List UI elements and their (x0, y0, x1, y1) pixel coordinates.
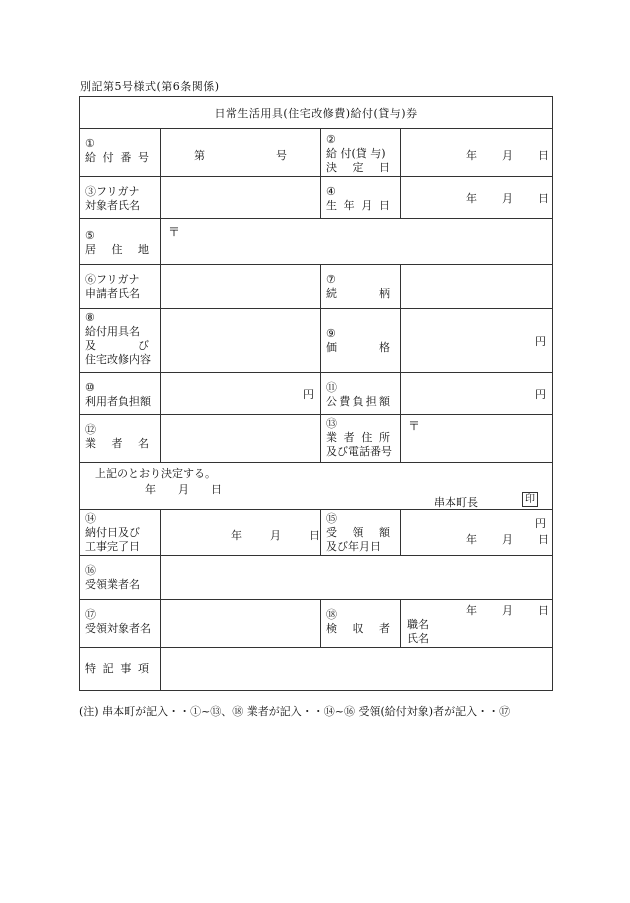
field-equipment-name[interactable] (161, 309, 321, 373)
label-relationship: ⑦ 続 柄 (321, 265, 401, 309)
label-inspector: ⑱ 検 収 者 (321, 600, 401, 648)
field-vendor-name[interactable] (161, 415, 321, 463)
label-target-name: ③フリガナ 対象者氏名 (80, 177, 161, 219)
postal-mark: 〒 (168, 225, 181, 239)
label-decision-date: ② 給 付(貸 与) 決 定 日 (321, 129, 401, 177)
field-target-name[interactable] (161, 177, 321, 219)
label-user-burden: ⑩ 利用者負担額 (80, 373, 161, 415)
footnote: (注) 串本町が記入・・①~⑬、⑱ 業者が記入・・⑭~⑯ 受領(給付対象)者が記入・・⑰ (79, 705, 511, 718)
label-birth-date: ④ 生 年 月 日 (321, 177, 401, 219)
field-receiving-target[interactable] (161, 600, 321, 648)
label-payment-date: ⑭ 納付日及び 工事完了日 (80, 510, 161, 556)
decision-date: 年 月 日 (145, 483, 222, 496)
label-applicant-name: ⑥フリガナ 申請者氏名 (80, 265, 161, 309)
field-received-amount[interactable]: 円 年 月 日 (401, 510, 553, 556)
field-payment-date[interactable]: 年 月 日 (161, 510, 321, 556)
field-applicant-name[interactable] (161, 265, 321, 309)
field-decision-date[interactable]: 年 月 日 (401, 129, 553, 177)
label-benefit-number: ① 給 付 番 号 (80, 129, 161, 177)
label-vendor-address: ⑬ 業 者 住 所 及び電話番号 (321, 415, 401, 463)
label-residence: ⑤ 居 住 地 (80, 219, 161, 265)
label-price: ⑨ 価 格 (321, 309, 401, 373)
label-received-amount: ⑮ 受 領 額 及び年月日 (321, 510, 401, 556)
label-equipment-name: ⑧ 給付用具名 及 び 住宅改修内容 (80, 309, 161, 373)
decision-block: 上記のとおり決定する。 年 月 日 串本町長 印 (80, 463, 553, 510)
inspector-post-label: 職名 (407, 618, 429, 631)
field-residence[interactable] (161, 219, 553, 265)
label-vendor-name: ⑫ 業 者 名 (80, 415, 161, 463)
label-receiving-vendor: ⑯ 受領業者名 (80, 556, 161, 600)
field-relationship[interactable] (401, 265, 553, 309)
benefit-voucher-table (79, 96, 553, 691)
label-receiving-target: ⑰ 受領対象者名 (80, 600, 161, 648)
field-special-notes[interactable] (161, 648, 553, 691)
field-public-burden[interactable]: 円 (401, 373, 553, 415)
label-special-notes: 特 記 事 項 (80, 648, 161, 691)
field-benefit-number[interactable]: 第 号 (161, 129, 321, 177)
inspector-name-label: 氏名 (407, 632, 429, 645)
field-user-burden[interactable]: 円 (161, 373, 321, 415)
seal-stamp-box: 印 (522, 492, 538, 507)
field-birth-date[interactable]: 年 月 日 (401, 177, 553, 219)
label-public-burden: ⑪ 公 費 負 担 額 (321, 373, 401, 415)
field-vendor-address[interactable] (401, 415, 553, 463)
form-title: 日常生活用具(住宅改修費)給付(貸与)券 (80, 97, 553, 129)
form-heading: 別記第5号様式(第6条関係) (80, 80, 220, 93)
mayor-title: 串本町長 (434, 496, 479, 509)
postal-mark: 〒 (408, 419, 421, 433)
field-inspector[interactable]: 年 月 日 職名 氏名 (401, 600, 553, 648)
field-receiving-vendor[interactable] (161, 556, 553, 600)
field-price[interactable]: 円 (401, 309, 553, 373)
